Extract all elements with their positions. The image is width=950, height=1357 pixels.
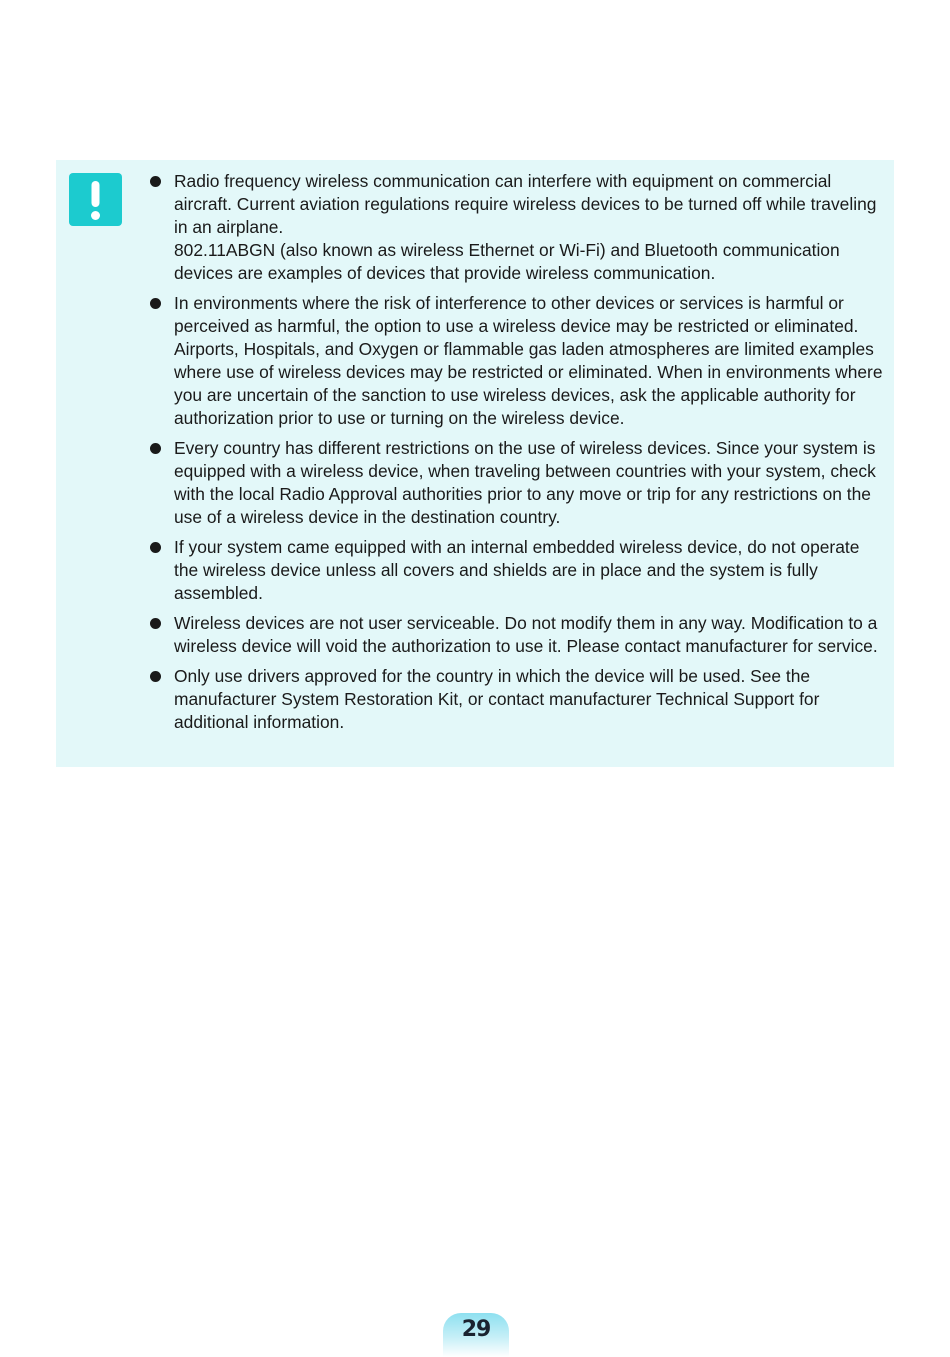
list-item-text: If your system came equipped with an internal embedded wireless device, do not operate the wireless device unless all covers and shields are in place and the system is fully assembled. <box>174 537 860 603</box>
list-item <box>150 292 886 430</box>
list-item <box>150 437 886 529</box>
page-number-tab <box>443 1313 509 1357</box>
bullet-icon <box>150 298 161 309</box>
list-item <box>150 612 886 658</box>
list-item <box>150 536 886 605</box>
bullet-icon <box>150 671 161 682</box>
list-item-text: Only use drivers approved for the country in which the device will be used. See the manufacturer System Restoration Kit, or contact manufacturer Technical Support for additional information. <box>174 666 820 732</box>
list-item-text: Wireless devices are not user serviceable. Do not modify them in any way. Modification to a wireless device will void the authorization to use it. Please contact manufacturer for service. <box>174 613 878 656</box>
list-item-extra-text: 802.11ABGN (also known as wireless Ethernet or Wi-Fi) and Bluetooth communication devices are examples of devices that provide wireless communication. <box>174 240 840 283</box>
caution-box <box>56 160 894 767</box>
list-item-text: Every country has different restrictions on the use of wireless devices. Since your system is equipped with a wireless device, when traveling between countries with your system, check with the local Radio Approval authorities prior to any move or trip for any restrictions on the use of a wireless device in the destination country. <box>174 438 876 527</box>
list-item-text: Radio frequency wireless communication can interfere with equipment on commercial aircraft. Current aviation regulations require wireless devices to be turned off while traveling in an airplane. <box>174 171 877 237</box>
list-item <box>150 665 886 734</box>
bullet-icon <box>150 176 161 187</box>
bullet-icon <box>150 618 161 629</box>
bullet-icon <box>150 542 161 553</box>
list-item-text: In environments where the risk of interference to other devices or services is harmful or perceived as harmful, the option to use a wireless device may be restricted or eliminated. Airports, Hospitals, and Oxygen or flammable gas laden atmospheres are limited examples where use of wireless devices may be restricted or eliminated. When in environments where you are uncertain of the sanction to use wireless devices, ask the applicable authority for authorization prior to use or turning on the wireless device. <box>174 293 883 428</box>
exclamation-icon <box>69 173 122 226</box>
caution-list <box>150 170 886 741</box>
page-number: 29 <box>461 1317 491 1342</box>
list-item <box>150 170 886 285</box>
bullet-icon <box>150 443 161 454</box>
